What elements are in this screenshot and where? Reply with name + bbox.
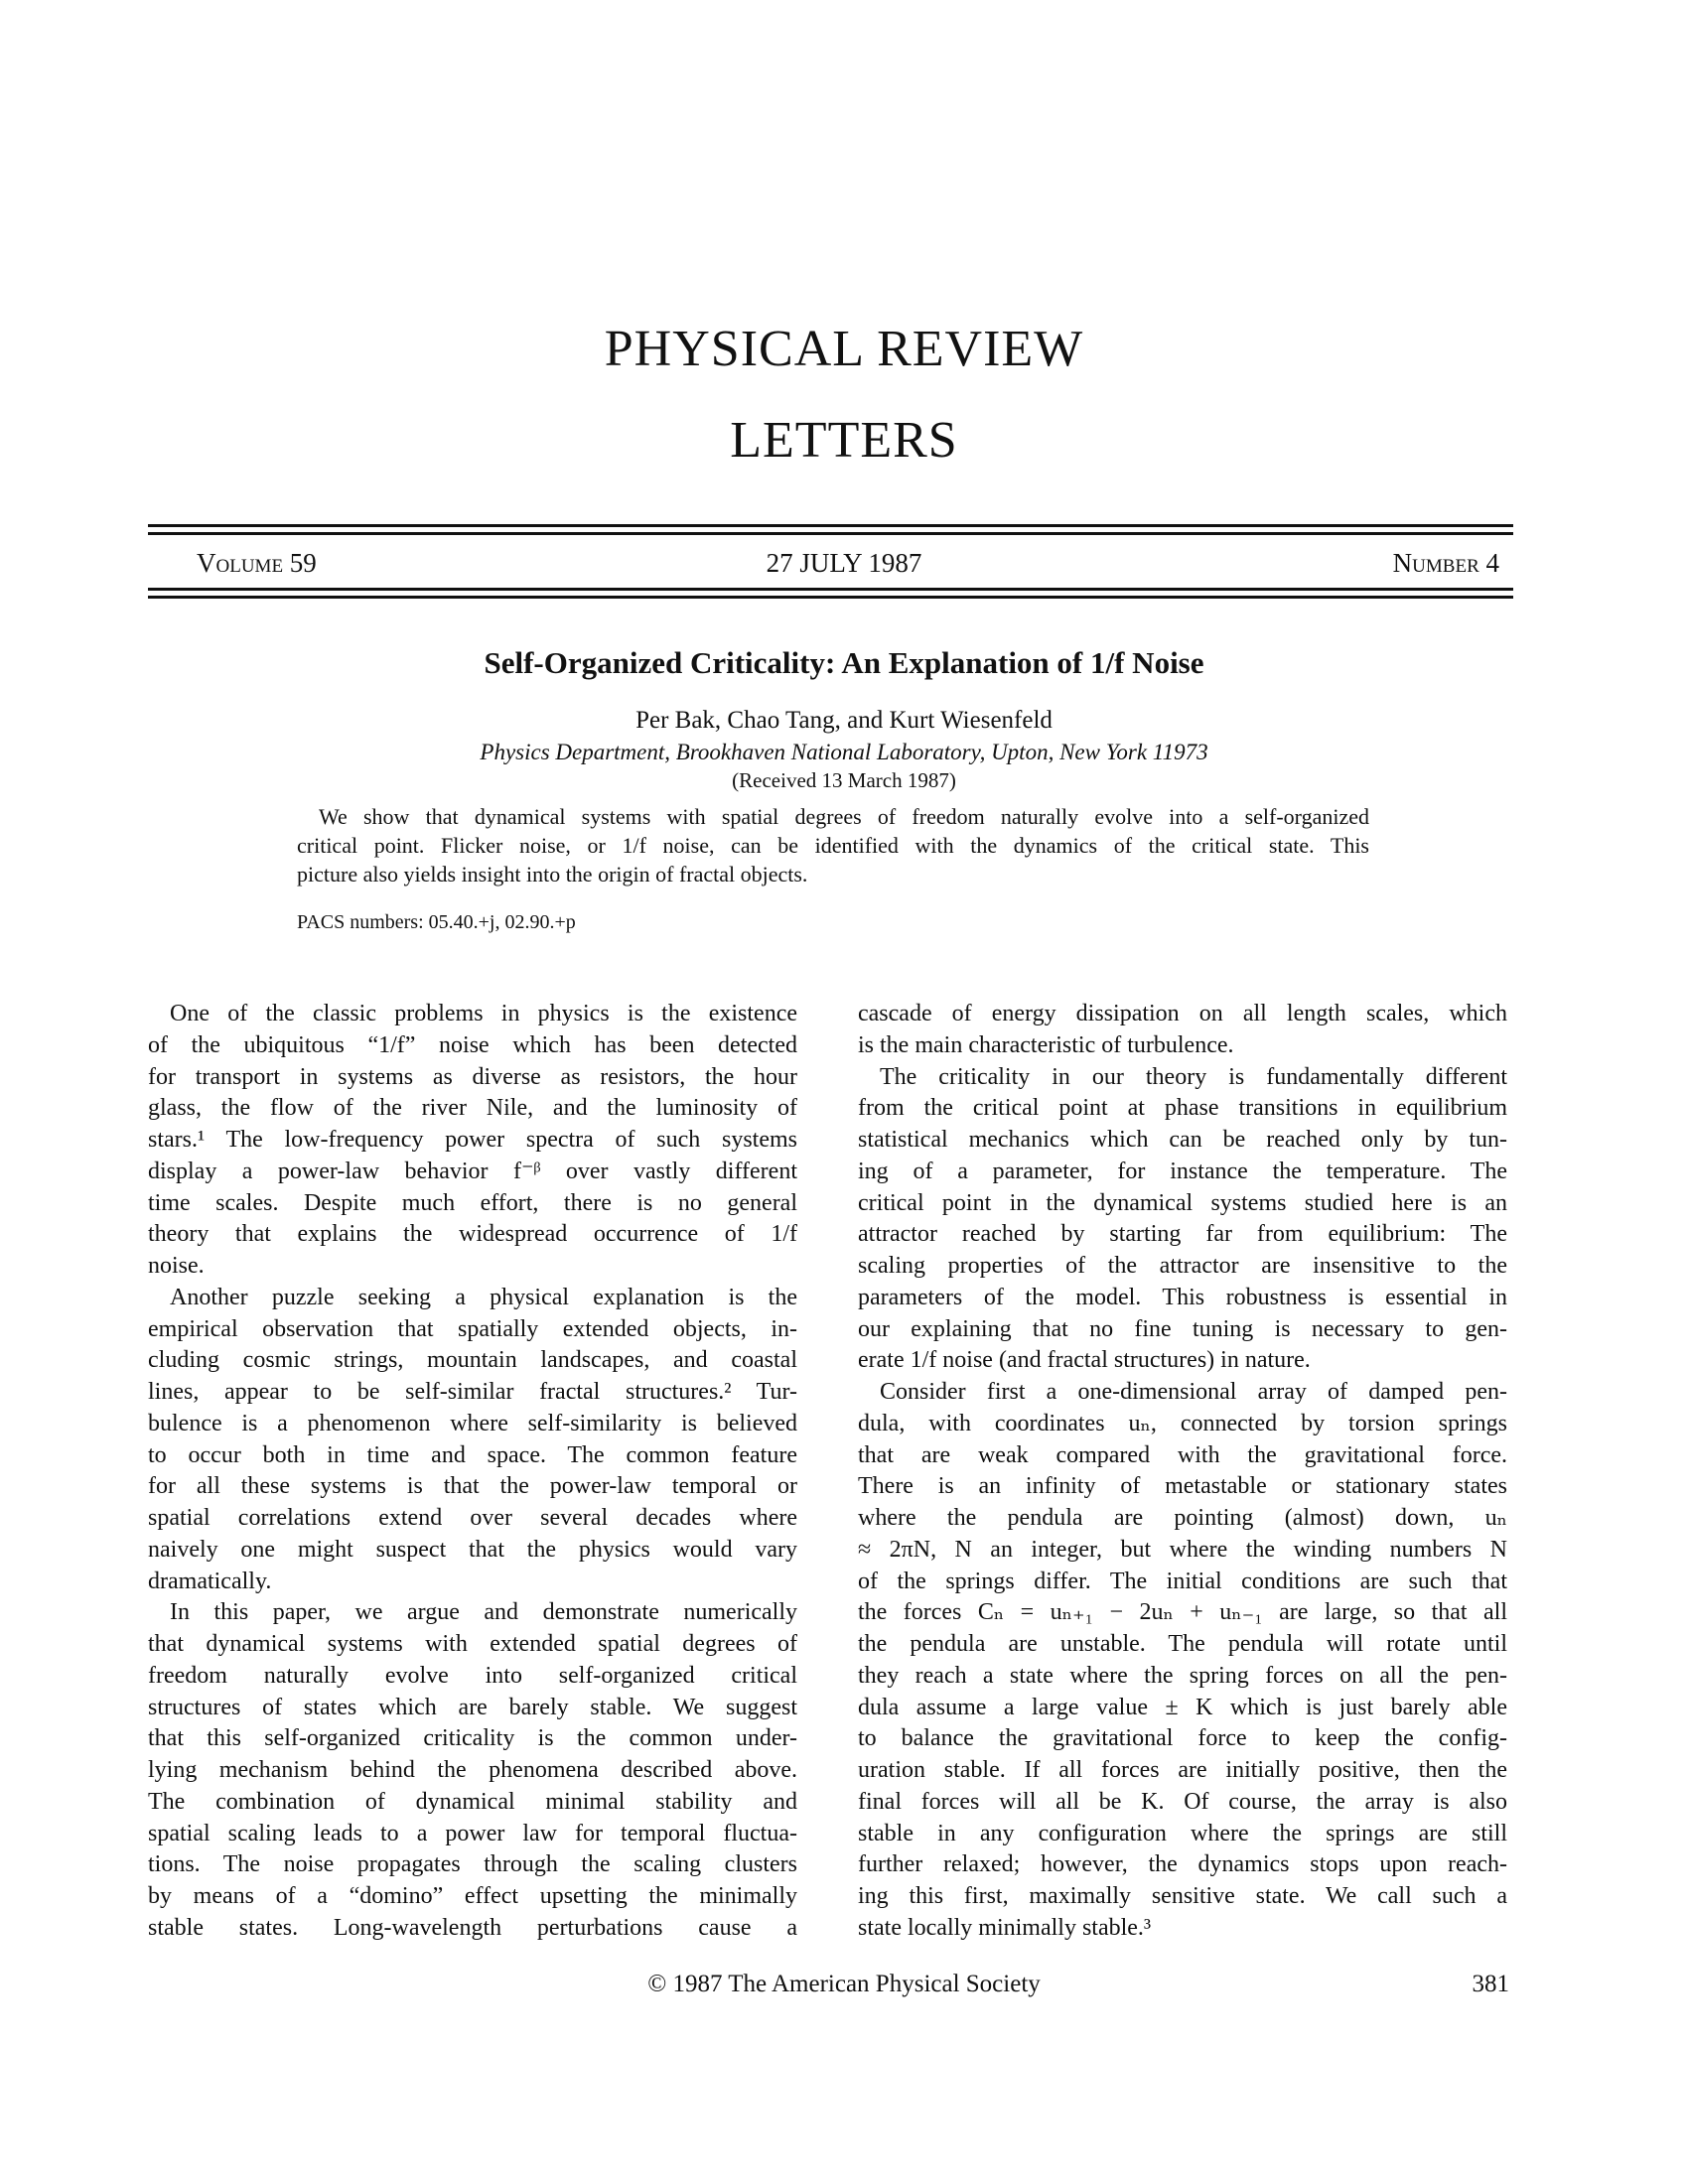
text-line: of the ubiquitous “1/f” noise which has been detected bbox=[148, 1031, 797, 1058]
text-line: that this self-organized criticality is the common under- bbox=[148, 1725, 797, 1752]
issue-number: Number 4 bbox=[1392, 548, 1499, 578]
text-line: further relaxed; however, the dynamics stops upon reach- bbox=[858, 1851, 1507, 1878]
text-line: to occur both in time and space. The common feature bbox=[148, 1441, 797, 1468]
text-line: parameters of the model. This robustness is essential in bbox=[858, 1284, 1507, 1310]
paragraph bbox=[148, 1597, 797, 1944]
text-line: ≈ 2πN, N an integer, but where the winding numbers N bbox=[858, 1536, 1507, 1563]
text-line: cascade of energy dissipation on all length scales, which bbox=[858, 1001, 1507, 1026]
text-line: critical point in the dynamical systems studied here is an bbox=[858, 1189, 1507, 1216]
text-line: that dynamical systems with extended spatial degrees of bbox=[148, 1631, 797, 1657]
header-rule bbox=[148, 524, 1513, 527]
text-line: critical point. Flicker noise, or 1/f noise, can be identified with the dynamics of the critical state. This bbox=[297, 833, 1369, 858]
text-line: final forces will all be K. Of course, the array is also bbox=[858, 1788, 1507, 1815]
text-line: to balance the gravitational force to keep the config- bbox=[858, 1725, 1507, 1752]
pacs-numbers: PACS numbers: 05.40.+j, 02.90.+p bbox=[297, 911, 576, 933]
article-title: Self-Organized Criticality: An Explanation of 1/f Noise bbox=[484, 645, 1204, 680]
text-line: picture also yields insight into the origin of fractal objects. bbox=[297, 862, 808, 887]
text-line: lines, appear to be self-similar fractal structures.² Tur- bbox=[148, 1379, 797, 1405]
text-line: scaling properties of the attractor are insensitive to the bbox=[858, 1253, 1507, 1279]
text-line: Another puzzle seeking a physical explanation is the bbox=[170, 1284, 797, 1310]
text-line: display a power-law behavior f⁻ᵝ over vastly different bbox=[148, 1158, 797, 1184]
text-line: of the springs differ. The initial conditions are such that bbox=[858, 1568, 1507, 1594]
text-line: they reach a state where the spring forces on all the pen- bbox=[858, 1662, 1507, 1689]
article-affiliation: Physics Department, Brookhaven National Laboratory, Upton, New York 11973 bbox=[480, 740, 1208, 764]
copyright-footer: © 1987 The American Physical Society bbox=[647, 1971, 1041, 1997]
paragraph bbox=[858, 999, 1507, 1062]
text-line: stable in any configuration where the springs are still bbox=[858, 1820, 1507, 1846]
text-line: cluding cosmic strings, mountain landscapes, and coastal bbox=[148, 1347, 797, 1374]
abstract bbox=[297, 802, 1369, 888]
text-line: There is an infinity of metastable or stationary states bbox=[858, 1473, 1507, 1500]
article-authors: Per Bak, Chao Tang, and Kurt Wiesenfeld bbox=[635, 707, 1053, 734]
paragraph bbox=[858, 1062, 1507, 1378]
text-line: stable states. Long-wavelength perturbations cause a bbox=[148, 1914, 797, 1941]
text-line: is the main characteristic of turbulence. bbox=[858, 1031, 1234, 1058]
text-line: by means of a “domino” effect upsetting the minimally bbox=[148, 1883, 797, 1909]
journal-title-line2: LETTERS bbox=[730, 412, 958, 469]
text-line: uration stable. If all forces are initially positive, then the bbox=[858, 1757, 1507, 1783]
text-line: from the critical point at phase transitions in equilibrium bbox=[858, 1095, 1507, 1122]
issue-date: 27 JULY 1987 bbox=[766, 548, 922, 578]
text-line: our explaining that no fine tuning is necessary to gen- bbox=[858, 1315, 1507, 1342]
text-line: theory that explains the widespread occurrence of 1/f bbox=[148, 1221, 797, 1248]
page-number: 381 bbox=[1472, 1971, 1509, 1997]
text-line: Consider first a one-dimensional array of damped pen- bbox=[880, 1379, 1507, 1405]
text-line: the forces Cₙ = uₙ₊₁ − 2uₙ + uₙ₋₁ are large, so that all bbox=[858, 1599, 1507, 1626]
paragraph bbox=[148, 999, 797, 1283]
text-line: ing this first, maximally sensitive state. We call such a bbox=[858, 1883, 1507, 1909]
text-line: lying mechanism behind the phenomena described above. bbox=[148, 1757, 797, 1783]
text-line: spatial correlations extend over several decades where bbox=[148, 1505, 797, 1531]
volume-label: Volume 59 bbox=[197, 548, 317, 578]
text-line: ing of a parameter, for instance the temperature. The bbox=[858, 1158, 1507, 1184]
text-line: for all these systems is that the power-law temporal or bbox=[148, 1473, 797, 1500]
text-line: freedom naturally evolve into self-organized critical bbox=[148, 1662, 797, 1689]
text-line: In this paper, we argue and demonstrate numerically bbox=[170, 1599, 797, 1626]
header-rule bbox=[148, 588, 1513, 591]
received-date: (Received 13 March 1987) bbox=[732, 768, 956, 792]
text-line: noise. bbox=[148, 1253, 205, 1279]
text-line: state locally minimally stable.³ bbox=[858, 1914, 1152, 1941]
text-line: where the pendula are pointing (almost) down, uₙ bbox=[858, 1505, 1507, 1531]
text-line: naively one might suspect that the physics would vary bbox=[148, 1536, 797, 1563]
paragraph bbox=[297, 802, 1369, 888]
journal-title-line1: PHYSICAL REVIEW bbox=[604, 321, 1084, 377]
header-rule bbox=[148, 596, 1513, 599]
text-line: One of the classic problems in physics is the existence bbox=[170, 1001, 797, 1026]
text-line: We show that dynamical systems with spatial degrees of freedom naturally evolve into a self-organized bbox=[319, 804, 1369, 829]
text-line: dula assume a large value ± K which is just barely able bbox=[858, 1694, 1507, 1720]
text-line: statistical mechanics which can be reached only by tun- bbox=[858, 1127, 1507, 1153]
text-line: The combination of dynamical minimal stability and bbox=[148, 1788, 797, 1815]
text-line: erate 1/f noise (and fractal structures) in nature. bbox=[858, 1347, 1311, 1374]
text-line: The criticality in our theory is fundamentally different bbox=[880, 1063, 1507, 1090]
left-column bbox=[148, 999, 797, 1945]
text-line: glass, the flow of the river Nile, and the luminosity of bbox=[148, 1095, 797, 1122]
text-line: tions. The noise propagates through the scaling clusters bbox=[148, 1851, 797, 1878]
text-line: the pendula are unstable. The pendula will rotate until bbox=[858, 1631, 1507, 1657]
header-rule bbox=[148, 532, 1513, 535]
text-line: structures of states which are barely stable. We suggest bbox=[148, 1694, 797, 1720]
text-line: bulence is a phenomenon where self-similarity is believed bbox=[148, 1410, 797, 1436]
paragraph bbox=[858, 1377, 1507, 1945]
text-line: for transport in systems as diverse as resistors, the hour bbox=[148, 1063, 797, 1090]
right-column bbox=[858, 999, 1507, 1945]
text-line: that are weak compared with the gravitational force. bbox=[858, 1441, 1507, 1468]
text-line: attractor reached by starting far from equilibrium: The bbox=[858, 1221, 1507, 1248]
text-line: empirical observation that spatially extended objects, in- bbox=[148, 1315, 797, 1342]
text-line: time scales. Despite much effort, there is no general bbox=[148, 1189, 797, 1216]
text-line: dramatically. bbox=[148, 1568, 272, 1594]
paragraph bbox=[148, 1283, 797, 1598]
text-line: spatial scaling leads to a power law for temporal fluctua- bbox=[148, 1820, 797, 1846]
text-line: stars.¹ The low-frequency power spectra of such systems bbox=[148, 1127, 797, 1153]
text-line: dula, with coordinates uₙ, connected by torsion springs bbox=[858, 1410, 1507, 1436]
